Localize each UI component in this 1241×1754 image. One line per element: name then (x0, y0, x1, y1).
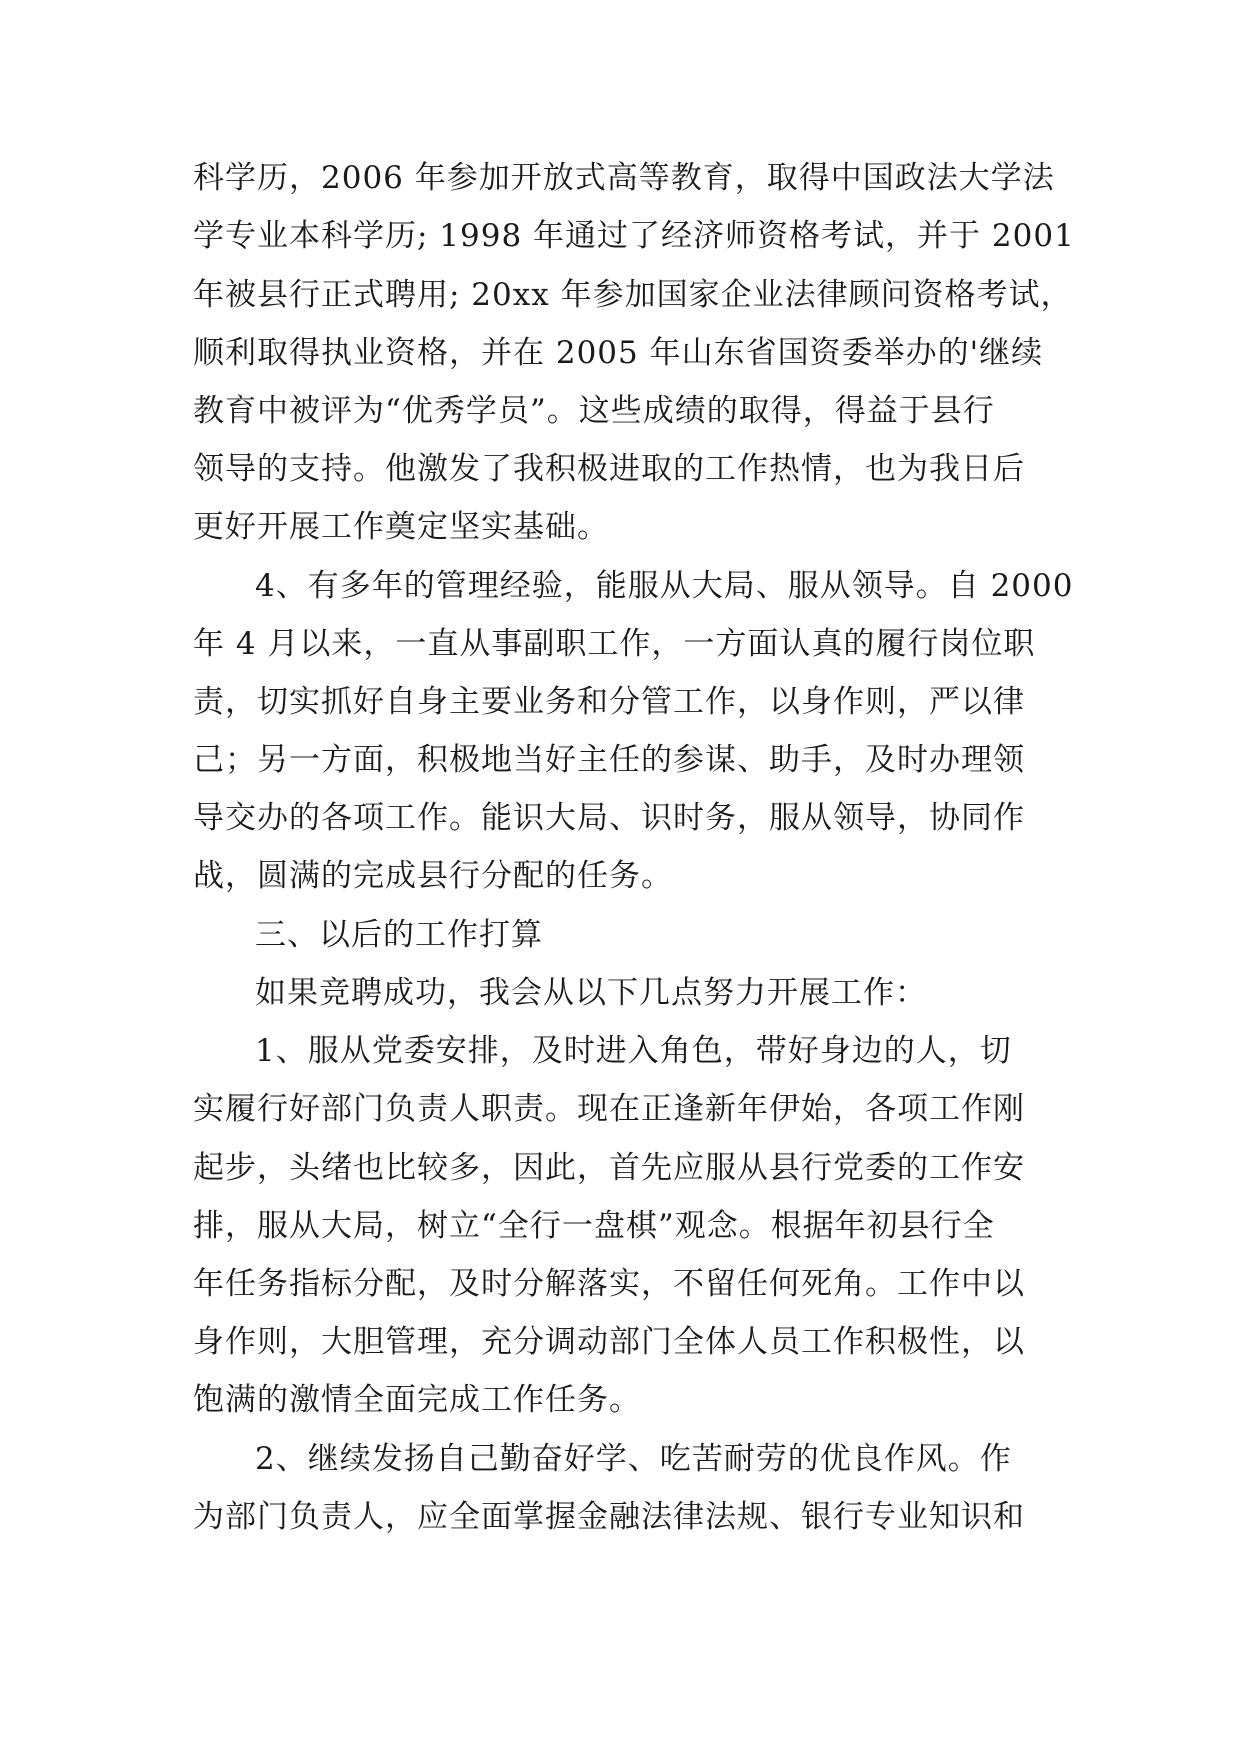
text-line: 年任务指标分配，及时分解落实，不留任何死角。工作中以 (193, 1266, 1025, 1302)
text-line: 1、服从党委安排，及时进入角色，带好身边的人，切 (255, 1033, 1012, 1069)
text-line: 导交办的各项工作。能识大局、识时务，服从领导，协同作 (193, 800, 1025, 836)
text-line: 顺利取得执业资格，并在 2005 年山东省国资委举办的'继续 (193, 335, 1044, 371)
section-heading: 三、以后的工作打算 (255, 917, 543, 953)
text-line: 年 4 月以来，一直从事副职工作，一方面认真的履行岗位职 (193, 626, 1036, 662)
text-line: 领导的支持。他激发了我积极进取的工作热情，也为我日后 (193, 451, 1025, 487)
text-line: 战，圆满的完成县行分配的任务。 (193, 858, 673, 894)
text-line: 起步，头绪也比较多，因此，首先应服从县行党委的工作安 (193, 1150, 1025, 1186)
text-line: 己；另一方面，积极地当好主任的参谋、助手，及时办理领 (193, 742, 1025, 778)
text-line: 实履行好部门负责人职责。现在正逢新年伊始，各项工作刚 (193, 1091, 1025, 1127)
text-line: 2、继续发扬自己勤奋好学、吃苦耐劳的优良作风。作 (255, 1441, 1012, 1477)
text-line: 科学历，2006 年参加开放式高等教育，取得中国政法大学法 (193, 160, 1055, 196)
text-line: 饱满的激情全面完成工作任务。 (193, 1382, 641, 1418)
text-line: 更好开展工作奠定坚实基础。 (193, 509, 609, 545)
text-line: 教育中被评为“优秀学员”。这些成绩的取得，得益于县行 (193, 393, 995, 429)
text-line: 4、有多年的管理经验，能服从大局、服从领导。自 2000 (255, 568, 1074, 604)
text-line: 排，服从大局，树立“全行一盘棋”观念。根据年初县行全 (193, 1208, 995, 1244)
text-line: 年被县行正式聘用; 20xx 年参加国家企业法律顾问资格考试， (193, 277, 1073, 313)
text-line: 如果竞聘成功，我会从以下几点努力开展工作： (255, 975, 927, 1011)
text-line: 身作则，大胆管理，充分调动部门全体人员工作积极性，以 (193, 1324, 1025, 1360)
text-line: 为部门负责人，应全面掌握金融法律法规、银行专业知识和 (193, 1499, 1025, 1535)
text-line: 学专业本科学历; 1998 年通过了经济师资格考试，并于 2001 (193, 218, 1075, 254)
text-line: 责，切实抓好自身主要业务和分管工作，以身作则，严以律 (193, 684, 1025, 720)
